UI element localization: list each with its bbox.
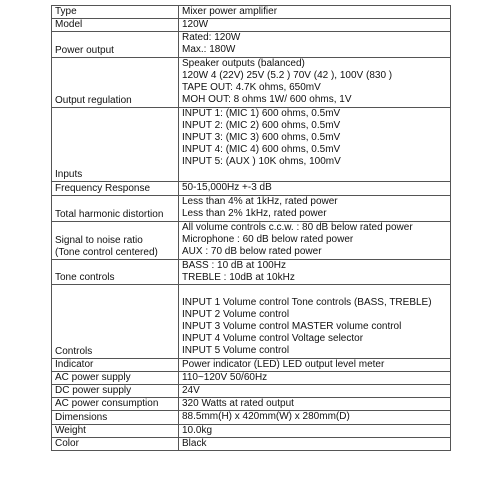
spec-value-cell [179,438,451,451]
spec-sheet [51,5,450,451]
spec-label: Weight [55,425,86,436]
spec-label-cell [52,260,179,285]
spec-table [51,5,451,451]
spec-value-cell [179,58,451,108]
spec-row [52,285,451,359]
spec-label-cell [52,359,179,372]
spec-value-line: INPUT 3: (MIC 3) 600 ohms, 0.5mV [182,132,341,143]
spec-row [52,425,451,438]
spec-row [52,359,451,372]
spec-row [52,196,451,222]
spec-value-line: Less than 4% at 1kHz, rated power [182,196,338,207]
spec-value-line: 10.0kg [182,425,213,436]
spec-value-line: AUX : 70 dB below rated power [182,246,322,257]
spec-label-cell [52,196,179,222]
spec-label-cell [52,425,179,438]
spec-value-line: TAPE OUT: 4.7K ohms, 650mV [182,82,321,93]
spec-value-cell [179,285,451,359]
spec-value-cell [179,32,451,58]
spec-value-line: Microphone : 60 dB below rated power [182,234,354,245]
spec-label-cell [52,372,179,385]
spec-row [52,372,451,385]
spec-label: Power output [55,45,114,56]
spec-value-line: BASS : 10 dB at 100Hz [182,260,286,271]
spec-label: Dimensions [55,412,108,423]
spec-label-cell [52,398,179,411]
spec-value-line: MOH OUT: 8 ohms 1W/ 600 ohms, 1V [182,94,352,105]
spec-label: Type [55,6,77,17]
spec-value-cell [179,182,451,196]
spec-value-line: Black [182,438,207,449]
spec-value-line: 120W 4 (22V) 25V (5.2 ) 70V (42 ), 100V (830 ) [182,70,393,81]
spec-value-line: TREBLE : 10dB at 10kHz [182,272,295,283]
spec-label: (Tone control centered) [55,247,158,258]
spec-value-cell [179,6,451,19]
spec-value-line: 120W [182,19,209,30]
spec-value-line: INPUT 1 Volume control Tone controls (BASS, TREBLE) [182,297,432,308]
spec-value-line: Mixer power amplifier [182,6,278,17]
spec-label-cell [52,32,179,58]
spec-label: AC power supply [55,372,131,383]
spec-value-line: INPUT 2: (MIC 2) 600 ohms, 0.5mV [182,120,341,131]
spec-value-line: All volume controls c.c.w. : 80 dB below rated power [182,222,413,233]
spec-label-cell [52,58,179,108]
spec-row [52,108,451,182]
spec-row [52,438,451,451]
spec-row [52,411,451,425]
spec-label: Signal to noise ratio [55,235,143,246]
spec-value-line: Speaker outputs (balanced) [182,58,305,69]
spec-value-cell [179,372,451,385]
spec-row [52,398,451,411]
spec-label-cell [52,385,179,398]
spec-label: Total harmonic distortion [55,209,164,220]
spec-value-line: 24V [182,385,200,396]
spec-row [52,6,451,19]
spec-value-cell [179,19,451,32]
spec-value-line: INPUT 5: (AUX ) 10K ohms, 100mV [182,156,341,167]
spec-row [52,58,451,108]
spec-row [52,19,451,32]
spec-label-cell [52,438,179,451]
spec-label: Output regulation [55,95,132,106]
spec-table-body [52,6,451,451]
spec-label: Controls [55,346,93,357]
spec-value-line: INPUT 2 Volume control [182,309,290,320]
spec-label-cell [52,19,179,32]
spec-label: Color [55,438,79,449]
spec-row [52,385,451,398]
spec-label: Model [55,19,83,30]
spec-value-line: INPUT 4 Volume control Voltage selector [182,333,364,344]
spec-value-line: INPUT 4: (MIC 4) 600 ohms, 0.5mV [182,144,341,155]
spec-value-line: Less than 2% 1kHz, rated power [182,208,327,219]
spec-value-line: 110~120V 50/60Hz [182,372,268,383]
spec-value-cell [179,260,451,285]
spec-value-line [182,285,448,297]
spec-label-cell [52,108,179,182]
spec-value-line: INPUT 1: (MIC 1) 600 ohms, 0.5mV [182,108,341,119]
spec-label: Tone controls [55,272,115,283]
spec-value-line: INPUT 3 Volume control MASTER volume control [182,321,402,332]
spec-label: Frequency Response [55,183,151,194]
spec-value-cell [179,108,451,182]
spec-label: DC power supply [55,385,132,396]
spec-value-line: 88.5mm(H) x 420mm(W) x 280mm(D) [182,411,350,422]
spec-row [52,182,451,196]
spec-row [52,32,451,58]
spec-label: AC power consumption [55,398,159,409]
spec-label: Indicator [55,359,94,370]
spec-row [52,260,451,285]
spec-value-cell [179,359,451,372]
spec-value-line: Rated: 120W [182,32,241,43]
spec-value-cell [179,425,451,438]
spec-label-cell [52,222,179,260]
spec-value-line: 50-15,000Hz +-3 dB [182,182,272,193]
spec-value-line: INPUT 5 Volume control [182,345,290,356]
spec-label: Inputs [55,169,83,180]
spec-label-cell [52,182,179,196]
spec-value-line: Power indicator (LED) LED output level meter [182,359,385,370]
spec-value-cell [179,411,451,425]
spec-value-cell [179,398,451,411]
spec-label-cell [52,6,179,19]
spec-value-cell [179,385,451,398]
spec-label-cell [52,285,179,359]
spec-value-line: 320 Watts at rated output [182,398,294,409]
spec-label-cell [52,411,179,425]
spec-value-line: Max.: 180W [182,44,236,55]
spec-value-cell [179,222,451,260]
spec-row [52,222,451,260]
spec-value-cell [179,196,451,222]
